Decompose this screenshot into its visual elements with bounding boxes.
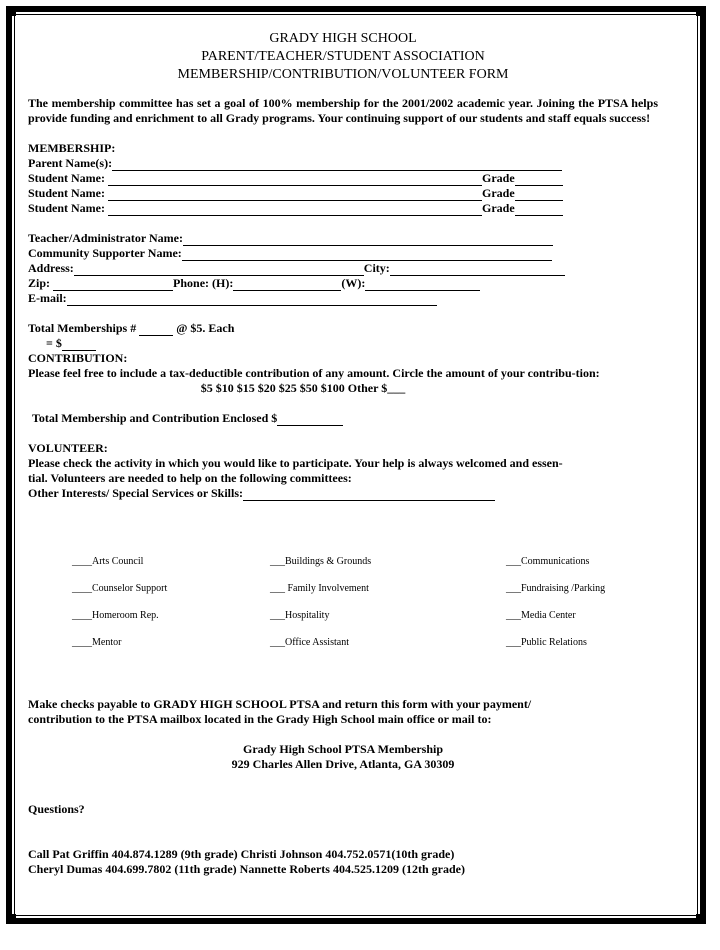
- student-name-label: Student Name:: [28, 186, 105, 200]
- committee-option[interactable]: ___Buildings & Grounds: [270, 556, 372, 567]
- equals-field[interactable]: [62, 338, 96, 351]
- student-name-row: [28, 201, 658, 216]
- mailing-address-name: Grady High School PTSA Membership: [242, 742, 444, 756]
- corner-ornament: [6, 914, 16, 924]
- grade-label: Grade: [482, 171, 515, 185]
- parent-name-label: Parent Name(s):: [28, 156, 113, 170]
- phone-home-label: Phone: (H):: [173, 276, 234, 290]
- teacher-name-row: [28, 231, 658, 246]
- committee-row: [28, 556, 658, 583]
- form-body: [28, 30, 658, 501]
- committee-row: [28, 583, 658, 610]
- committee-row: [28, 637, 658, 664]
- community-supporter-row: [28, 246, 658, 261]
- contribution-amounts[interactable]: $5 $10 $15 $20 $25 $50 $100 Other $___: [200, 381, 406, 395]
- committee-option[interactable]: ____Mentor: [72, 637, 122, 648]
- city-label: City:: [363, 261, 390, 275]
- address-field[interactable]: [74, 263, 364, 276]
- parent-name-field[interactable]: [112, 158, 562, 171]
- total-enclosed-label: Total Membership and Contribution Enclosed $: [32, 411, 278, 425]
- phone-work-field[interactable]: [365, 278, 480, 291]
- contribution-text: Please feel free to include a tax-deductible contribution of any amount. Circle the amount of your contribu-tion:: [28, 366, 600, 380]
- student-name-label: Student Name:: [28, 201, 105, 215]
- committee-option[interactable]: ___Fundraising /Parking: [506, 583, 606, 594]
- committee-option[interactable]: ___ Family Involvement: [270, 583, 369, 594]
- other-interests-label: Other Interests/ Special Services or Skills:: [28, 486, 243, 500]
- membership-heading: MEMBERSHIP:: [28, 141, 116, 155]
- email-row: [28, 291, 658, 306]
- address-label: Address:: [28, 261, 74, 275]
- title-school: GRADY HIGH SCHOOL: [269, 31, 417, 46]
- total-enclosed-section: [28, 411, 658, 426]
- teacher-name-label: Teacher/Administrator Name:: [28, 231, 183, 245]
- mailing-address-street: 929 Charles Allen Drive, Atlanta, GA 30309: [231, 757, 455, 771]
- parent-name-row: [28, 156, 658, 171]
- student-name-field[interactable]: [108, 203, 482, 216]
- grade-label: Grade: [482, 201, 515, 215]
- form-title: [28, 30, 658, 84]
- closing-section: [28, 697, 658, 877]
- email-field[interactable]: [67, 293, 437, 306]
- total-memberships-row: [28, 321, 658, 336]
- email-label: E-mail:: [28, 291, 67, 305]
- other-interests-row: [28, 486, 658, 501]
- committee-option[interactable]: ____Counselor Support: [72, 583, 168, 594]
- committee-row: [28, 610, 658, 637]
- corner-ornament: [696, 914, 706, 924]
- title-form-name: MEMBERSHIP/CONTRIBUTION/VOLUNTEER FORM: [177, 67, 509, 82]
- address-row: [28, 261, 658, 276]
- phone-home-field[interactable]: [233, 278, 341, 291]
- phone-work-label: (W):: [341, 276, 366, 290]
- zip-label: Zip:: [28, 276, 51, 290]
- price-label: @ $5. Each: [176, 321, 235, 335]
- totals-section: [28, 321, 658, 396]
- contact-line: Call Pat Griffin 404.874.1289 (9th grade) Christi Johnson 404.752.0571(10th grade): [28, 847, 455, 861]
- student-name-field[interactable]: [108, 188, 482, 201]
- payment-instructions: Make checks payable to GRADY HIGH SCHOOL PTSA and return this form with your payment/: [28, 697, 532, 711]
- membership-section: [28, 141, 658, 216]
- other-interests-field[interactable]: [243, 488, 495, 501]
- equals-row: [28, 336, 658, 351]
- payment-instructions: contribution to the PTSA mailbox located in the Grady High School main office or mail to:: [28, 712, 492, 726]
- teacher-name-field[interactable]: [183, 233, 553, 246]
- committee-option[interactable]: ___Office Assistant: [270, 637, 349, 648]
- committee-option[interactable]: ___Hospitality: [270, 610, 330, 621]
- corner-ornament: [6, 6, 16, 16]
- committee-option[interactable]: ___Media Center: [506, 610, 576, 621]
- zip-field[interactable]: [53, 278, 173, 291]
- city-field[interactable]: [390, 263, 565, 276]
- contact-line: Cheryl Dumas 404.699.7802 (11th grade) Nannette Roberts 404.525.1209 (12th grade): [28, 862, 465, 876]
- committee-option[interactable]: ____Homeroom Rep.: [72, 610, 159, 621]
- student-name-row: [28, 171, 658, 186]
- intro-paragraph: The membership committee has set a goal of 100% membership for the 2001/2002 academic year. Joining the PTSA helps provide funding and enrichment to all Grady programs. Your continuing support of our students and staff equals success!: [28, 96, 658, 125]
- volunteer-text: tial. Volunteers are needed to help on the following committees:: [28, 471, 352, 485]
- grade-label: Grade: [482, 186, 515, 200]
- volunteer-heading: VOLUNTEER:: [28, 441, 108, 455]
- committee-option[interactable]: ___Communications: [506, 556, 590, 567]
- committee-option[interactable]: ____Arts Council: [72, 556, 144, 567]
- committee-option[interactable]: ___Public Relations: [506, 637, 587, 648]
- contribution-heading: CONTRIBUTION:: [28, 351, 128, 365]
- community-supporter-field[interactable]: [182, 248, 552, 261]
- volunteer-text: Please check the activity in which you would like to participate. Your help is always welcomed and essen-: [28, 456, 563, 470]
- questions-heading: Questions?: [28, 802, 85, 816]
- student-name-field[interactable]: [108, 173, 482, 186]
- grade-field[interactable]: [515, 173, 563, 186]
- total-enclosed-row: [28, 411, 658, 426]
- total-memberships-label: Total Memberships #: [28, 321, 137, 335]
- title-association: PARENT/TEACHER/STUDENT ASSOCIATION: [201, 49, 485, 64]
- grade-field[interactable]: [515, 203, 563, 216]
- student-name-row: [28, 186, 658, 201]
- committee-list: [28, 556, 658, 664]
- corner-ornament: [696, 6, 706, 16]
- community-supporter-label: Community Supporter Name:: [28, 246, 182, 260]
- zip-phone-row: [28, 276, 658, 291]
- student-name-label: Student Name:: [28, 171, 105, 185]
- total-memberships-field[interactable]: [139, 323, 173, 336]
- grade-field[interactable]: [515, 188, 563, 201]
- equals-label: = $: [46, 336, 62, 350]
- volunteer-section: [28, 441, 658, 501]
- contact-section: [28, 231, 658, 306]
- total-enclosed-field[interactable]: [277, 413, 343, 426]
